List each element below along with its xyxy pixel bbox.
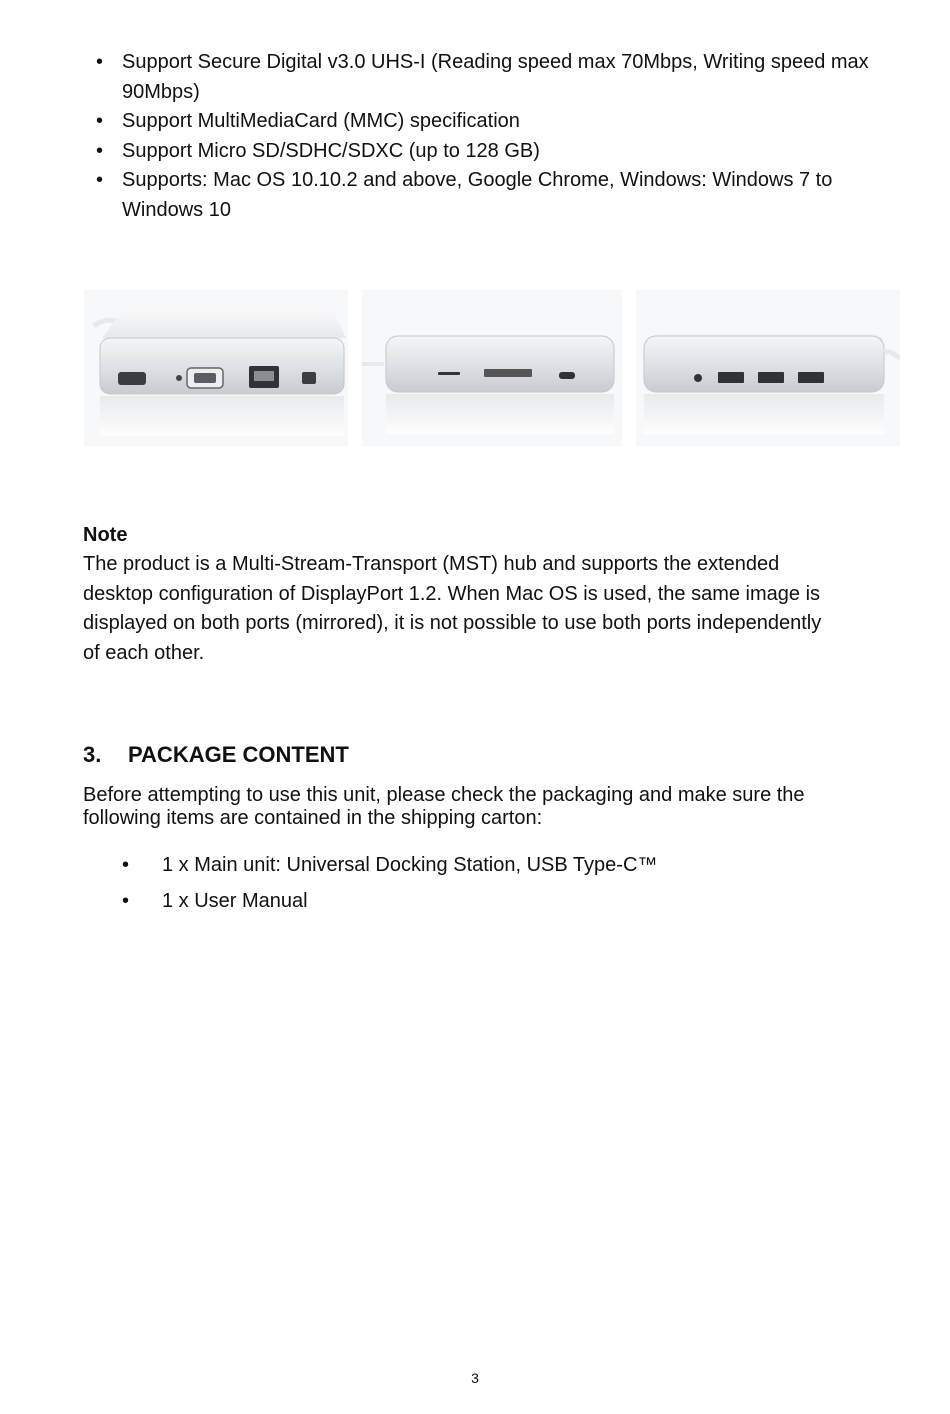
dock-side-view bbox=[362, 290, 622, 446]
bullet-icon: • bbox=[122, 889, 130, 912]
list-item: • Support MultiMediaCard (MMC) specification bbox=[96, 107, 886, 137]
bullet-icon: • bbox=[96, 169, 104, 191]
bullet-icon: • bbox=[96, 110, 104, 132]
list-item: • 1 x User Manual bbox=[122, 884, 657, 920]
list-item: • Support Micro SD/SDHC/SDXC (up to 128 GB) bbox=[96, 137, 886, 167]
page-number: 3 bbox=[471, 1370, 479, 1386]
section-number: 3. bbox=[83, 742, 102, 767]
dock-usb-view bbox=[636, 290, 900, 446]
product-photos bbox=[84, 290, 900, 446]
list-item: • Supports: Mac OS 10.10.2 and above, Google Chrome, Windows: Windows 7 to Windows 10 bbox=[96, 166, 886, 225]
section-heading bbox=[83, 741, 349, 769]
list-item: • Support Secure Digital v3.0 UHS-I (Reading speed max 70Mbps, Writing speed max 90Mbps) bbox=[96, 48, 886, 107]
dock-rear-view bbox=[84, 290, 348, 446]
note-text: The product is a Multi-Stream-Transport (MST) hub and supports the extended desktop configuration of DisplayPort 1.2. When Mac OS is used, the same image is displayed on both ports (mirrored), it is not possible to use both ports independently of each other. bbox=[83, 553, 822, 664]
bullet-icon: • bbox=[122, 854, 130, 876]
docking-station-photo-strip bbox=[84, 290, 900, 446]
package-content-list bbox=[122, 848, 657, 919]
section-title: PACKAGE CONTENT bbox=[128, 742, 349, 767]
feature-list bbox=[96, 48, 886, 225]
bullet-icon: • bbox=[96, 139, 104, 162]
bullet-icon: • bbox=[96, 51, 104, 73]
list-item: • 1 x Main unit: Universal Docking Station, USB Type-C™ bbox=[122, 848, 657, 884]
section-intro: Before attempting to use this unit, please check the packaging and make sure the following items are contained in the shipping carton: bbox=[83, 784, 805, 829]
note-heading: Note bbox=[83, 524, 128, 546]
